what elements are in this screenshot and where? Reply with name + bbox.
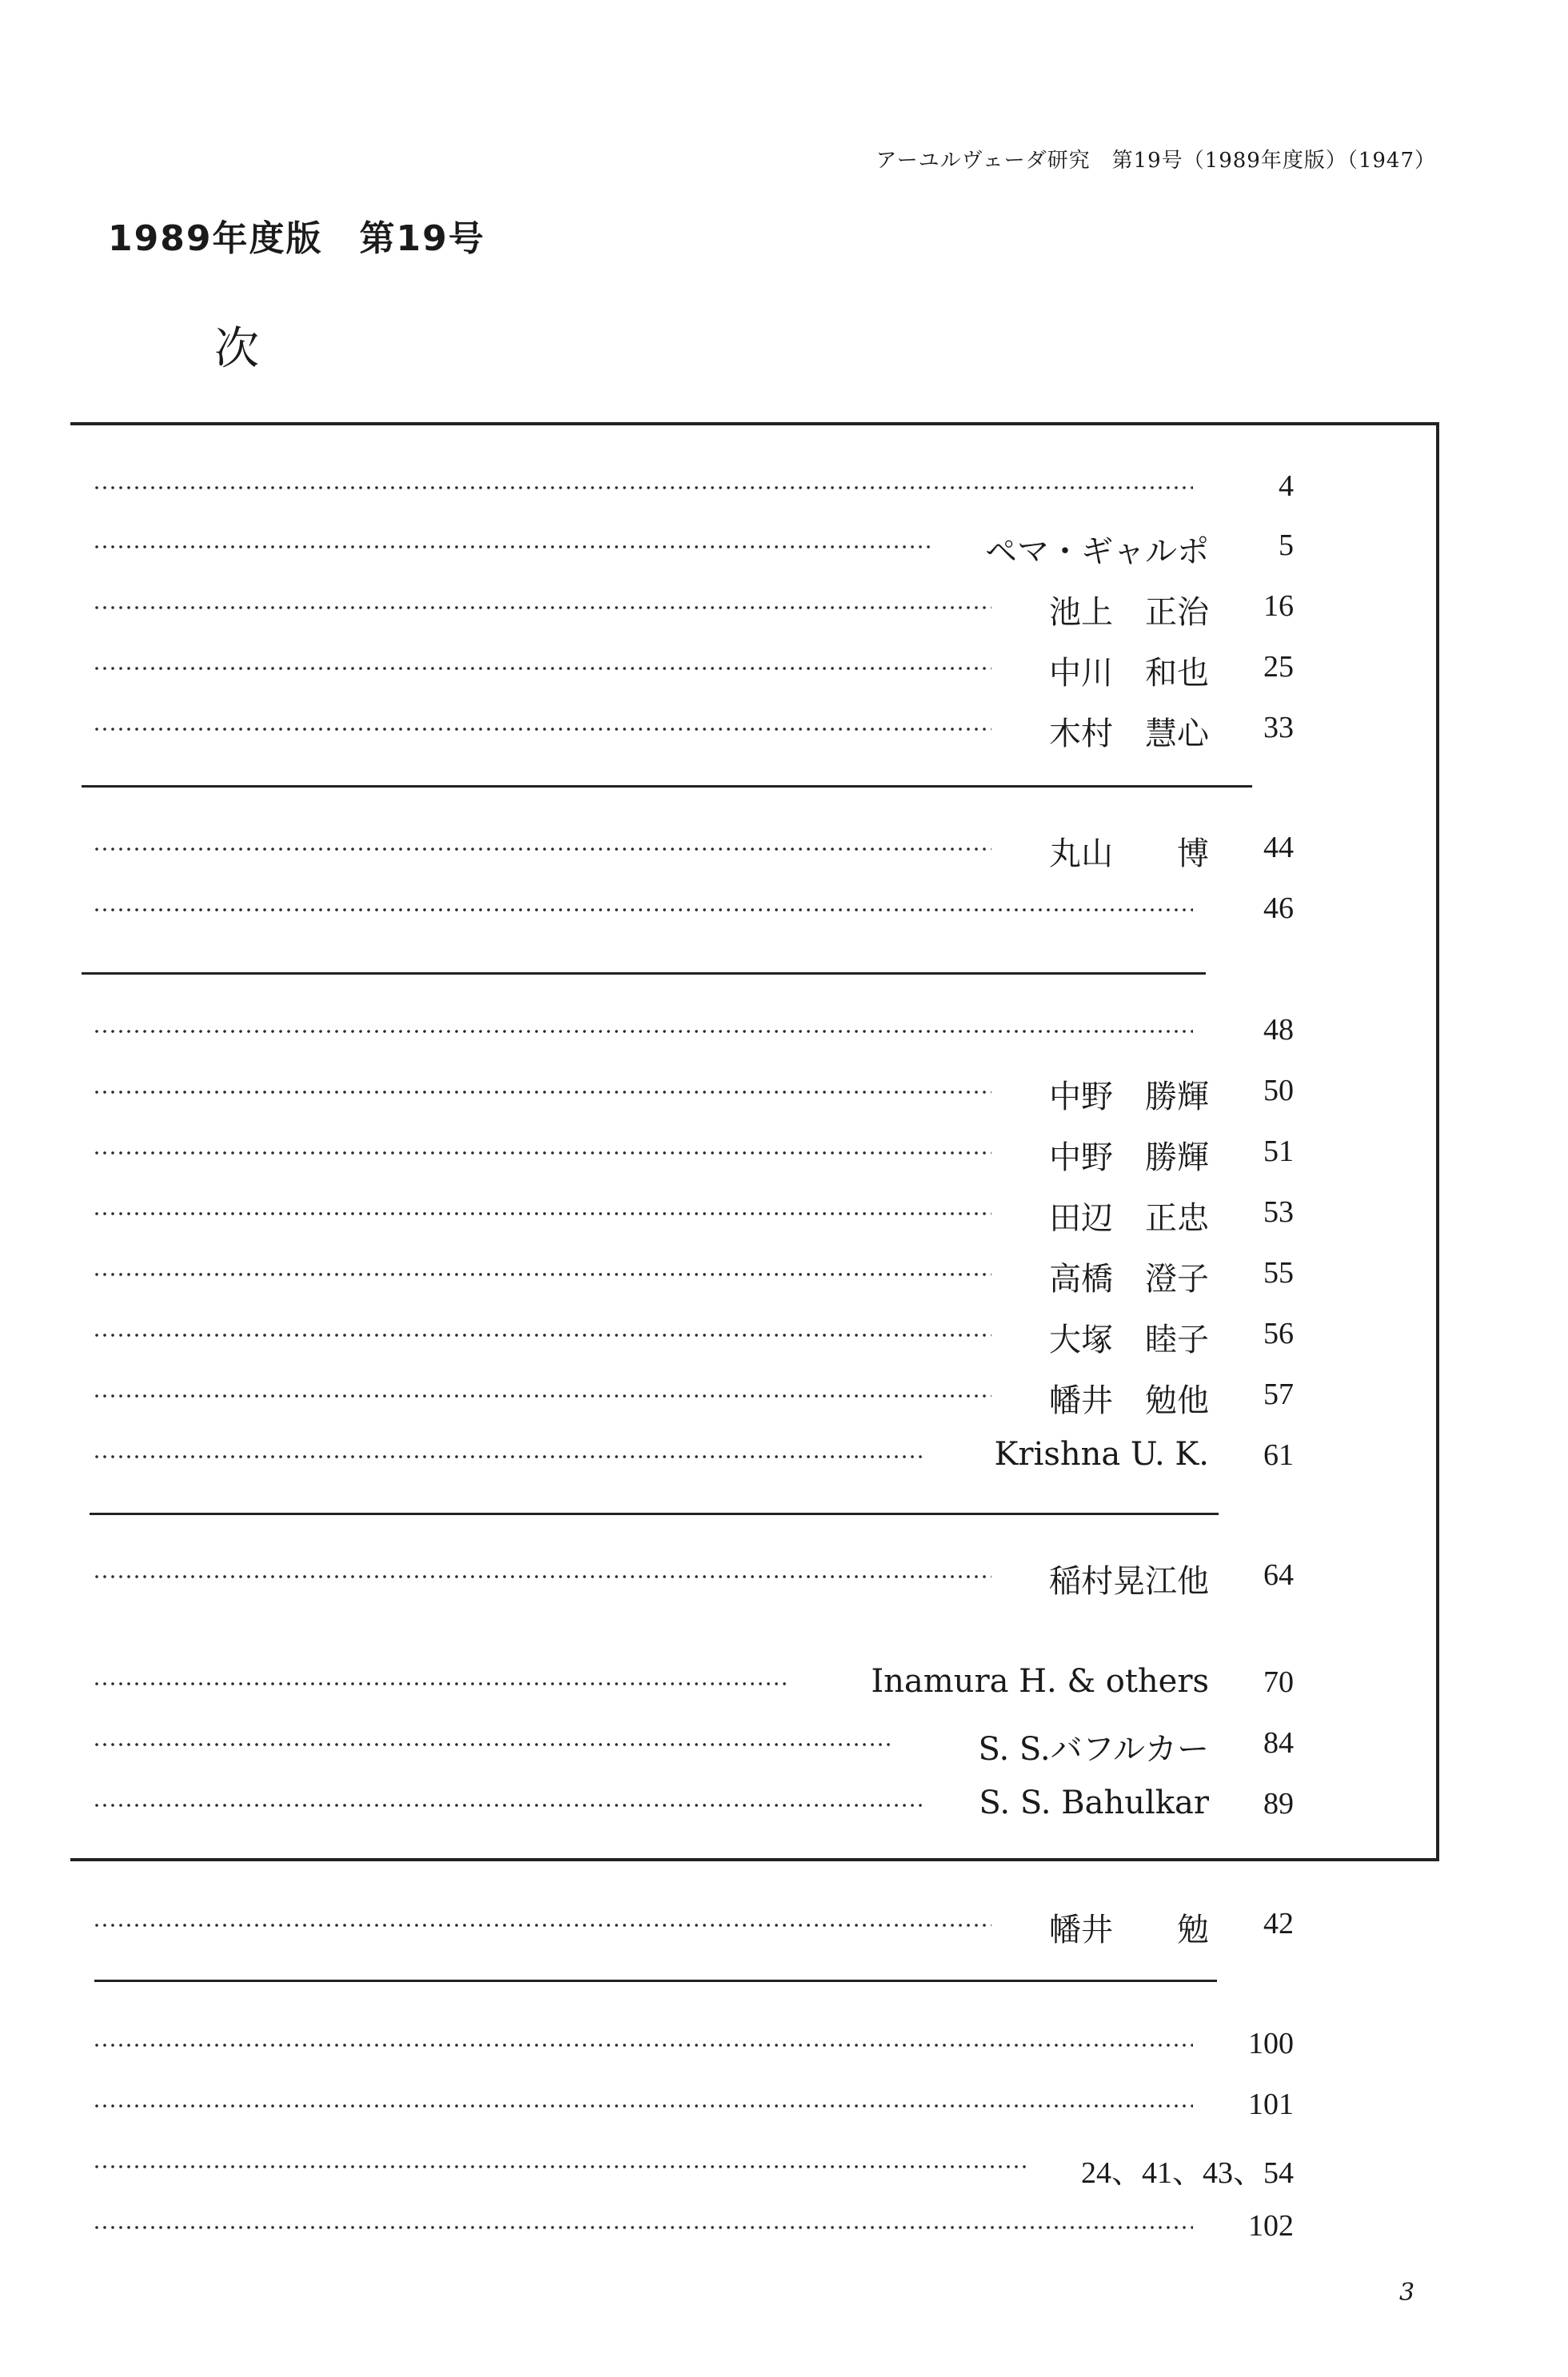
toc-entry [0, 1780, 1568, 1828]
toc-page-number: 46 [1263, 891, 1294, 925]
toc-author: 稲村晃江他 [1049, 1563, 1209, 1600]
leader-dots [93, 2044, 1193, 2047]
toc-page-number: 51 [1263, 1135, 1294, 1168]
toc-author: Inamura H. & others [871, 1663, 1209, 1700]
toc-entry [0, 1127, 1568, 1175]
toc-author: S. S.バフルカー [978, 1731, 1209, 1768]
section-divider [94, 1980, 1217, 1982]
toc-entry [0, 643, 1568, 691]
toc-page-number: 55 [1263, 1256, 1294, 1290]
toc-page-number: 89 [1263, 1787, 1294, 1821]
leader-dots [93, 486, 1193, 489]
leader-dots [93, 908, 1193, 911]
page-number: 3 [1399, 2279, 1415, 2307]
leader-dots [93, 1924, 991, 1927]
leader-dots [93, 1682, 790, 1685]
leader-dots [93, 1575, 991, 1578]
toc-page-number: 48 [1263, 1013, 1294, 1047]
toc-entry [0, 824, 1568, 871]
toc-entry [0, 2080, 1568, 2128]
leader-dots [93, 1455, 924, 1458]
toc-author: 幡井 勉他 [1049, 1382, 1209, 1419]
toc-page-number: 101 [1248, 2088, 1294, 2121]
toc-author: 池上 正治 [1049, 594, 1209, 631]
leader-dots [93, 1030, 1193, 1033]
toc-page-number: 24、41、43、54 [1080, 2156, 1294, 2190]
toc-page-number: 42 [1263, 1907, 1294, 1940]
toc-entry [0, 582, 1568, 630]
toc-page-number: 33 [1263, 711, 1294, 744]
leader-dots [93, 667, 991, 670]
leader-dots [93, 1743, 891, 1746]
toc-page-number: 25 [1263, 650, 1294, 684]
toc-page-number: 44 [1263, 831, 1294, 864]
toc-author: 丸山 博 [1049, 836, 1209, 872]
toc-entry [0, 1658, 1568, 1706]
toc-entry [0, 1188, 1568, 1236]
toc-page-number: 50 [1263, 1074, 1294, 1107]
toc-page-number: 70 [1263, 1665, 1294, 1699]
toc-author: 田辺 正忠 [1049, 1200, 1209, 1237]
toc-entry [0, 1067, 1568, 1115]
toc-entry [0, 1431, 1568, 1479]
leader-dots [93, 1394, 991, 1398]
toc-author: 大塚 睦子 [1049, 1322, 1209, 1358]
toc-page-number: 64 [1263, 1558, 1294, 1592]
toc-page-number: 100 [1248, 2027, 1294, 2060]
toc-author: S. S. Bahulkar [979, 1785, 1209, 1821]
toc-entry [0, 2202, 1568, 2250]
toc-author: 木村 慧心 [1049, 716, 1209, 752]
toc-entry [0, 2020, 1568, 2068]
leader-dots [93, 2104, 1193, 2108]
section-divider [82, 972, 1206, 975]
section-divider [90, 1513, 1219, 1515]
toc-entry [0, 1551, 1568, 1599]
leader-dots [93, 1334, 991, 1337]
toc-entry [0, 2141, 1568, 2189]
leader-dots [93, 606, 991, 609]
leader-dots [93, 728, 991, 731]
toc-entry [0, 1310, 1568, 1358]
toc-page-number: 61 [1263, 1438, 1294, 1472]
toc-page-number: 84 [1263, 1726, 1294, 1760]
leader-dots [93, 2165, 1028, 2168]
toc-entry [0, 1249, 1568, 1297]
toc-author: ペマ・ギャルポ [985, 533, 1209, 570]
toc-entry [0, 521, 1568, 569]
issue-title: 1989年度版 第19号 [108, 218, 485, 259]
toc-page-number: 102 [1248, 2209, 1294, 2243]
toc-author: 中川 和也 [1049, 655, 1209, 692]
leader-dots [93, 1091, 991, 1094]
toc-author: 幡井 勉 [1049, 1912, 1209, 1948]
leader-dots [93, 545, 934, 548]
toc-author: 高橋 澄子 [1049, 1261, 1209, 1298]
leader-dots [93, 1151, 991, 1155]
toc-heading: 次 [214, 323, 259, 375]
toc-page-number: 53 [1263, 1195, 1294, 1229]
toc-entry [0, 462, 1568, 510]
toc-entry [0, 1370, 1568, 1418]
toc-page-number: 57 [1263, 1378, 1294, 1411]
toc-page-number: 4 [1279, 469, 1294, 503]
toc-page-number: 16 [1263, 589, 1294, 623]
toc-author: 中野 勝輝 [1049, 1079, 1209, 1115]
leader-dots [93, 848, 991, 851]
section-divider [82, 785, 1252, 788]
toc-entry [0, 884, 1568, 932]
leader-dots [93, 1212, 991, 1215]
toc-page-number: 56 [1263, 1317, 1294, 1350]
toc-entry [0, 704, 1568, 752]
leader-dots [93, 2226, 1193, 2229]
running-header: アーユルヴェーダ研究 第19号（1989年度版）（1947） [876, 149, 1436, 173]
leader-dots [93, 1804, 924, 1807]
toc-author: Krishna U. K. [994, 1436, 1209, 1473]
toc-page-number: 5 [1279, 528, 1294, 562]
toc-author: 中野 勝輝 [1049, 1139, 1209, 1176]
toc-entry [0, 1006, 1568, 1054]
leader-dots [93, 1273, 991, 1276]
toc-entry [0, 1719, 1568, 1767]
toc-entry [0, 1900, 1568, 1948]
